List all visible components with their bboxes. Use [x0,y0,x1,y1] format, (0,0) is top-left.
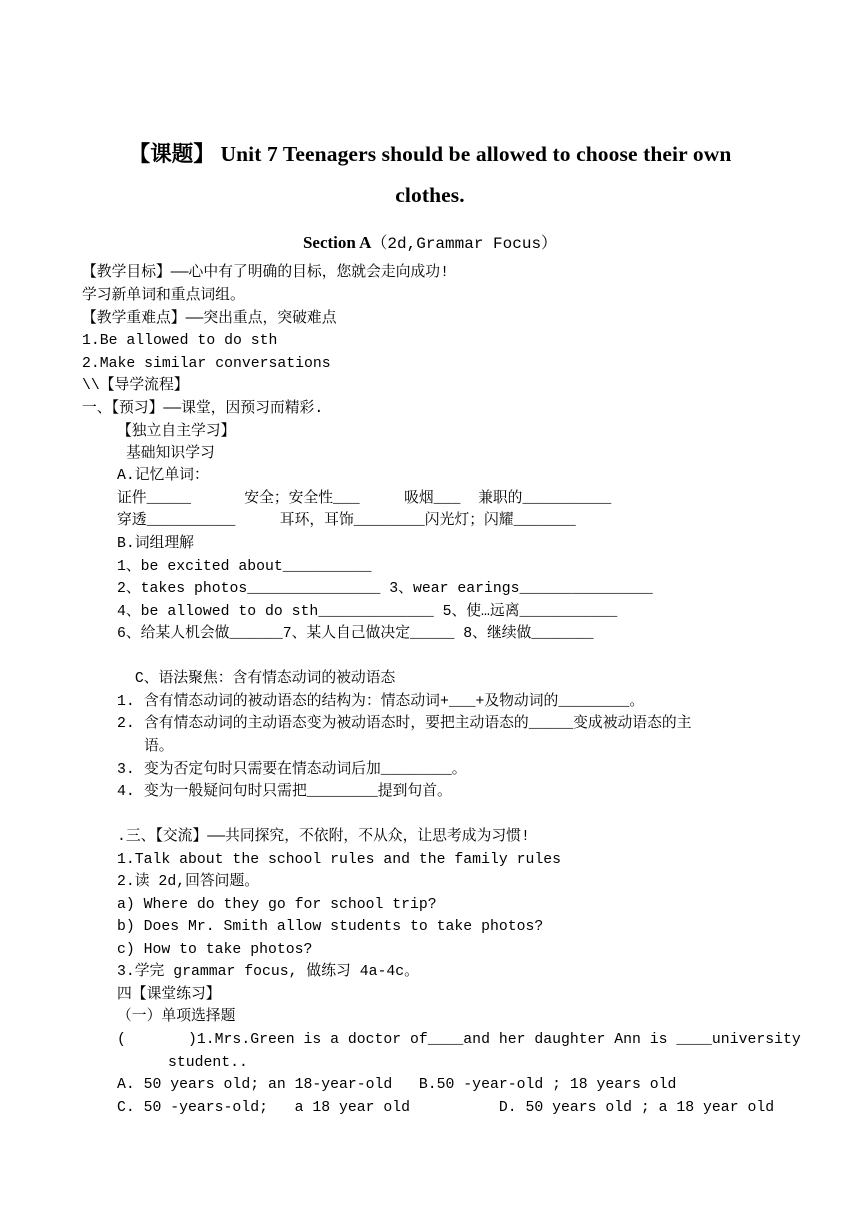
grammar-item-text: 含有情态动词的被动语态的结构为：情态动词+___+及物动词的________。 [144,694,645,710]
phrases-row: 2、takes photos_______________ 3、wear earings_______________ [117,581,653,597]
exchange-heading: .三、【交流】——共同探究，不依附，不从众，让思考成为习惯! [117,829,530,845]
key-points-heading: 【教学重难点】——突出重点，突破难点 [82,311,337,327]
lesson-title-line-2: clothes. [395,183,465,207]
grammar-item-number: 4. [117,784,135,800]
question-1: ( )1.Mrs.Green is a doctor of____and her daughter Ann is ____university [117,1032,801,1048]
exchange-item: a) Where do they go for school trip? [117,897,437,913]
grammar-item-text: 变为一般疑问句时只需把________提到句首。 [144,784,452,800]
vocab-heading: A.记忆单词： [117,468,209,484]
question-1-options: C. 50 -years-old; a 18 year old D. 50 years old ; a 18 year old [117,1100,775,1116]
basics-heading: 基础知识学习 [126,446,215,462]
exchange-item: 3.学完 grammar focus, 做练习 4a-4c。 [117,964,419,980]
exchange-item: c) How to take photos? [117,942,313,958]
grammar-item-number: 2. [117,716,135,732]
preview-heading: 一、【预习】——课堂，因预习而精彩. [82,401,324,417]
practice-sub-heading: （一）单项选择题 [117,1009,236,1025]
grammar-item-continuation: 语。 [144,739,174,755]
grammar-heading: C、语法聚焦：含有情态动词的被动语态 [126,671,396,687]
grammar-item-text: 含有情态动词的主动语态变为被动语态时，要把主动语态的_____变成被动语态的主 [144,716,692,732]
flow-heading: \\【导学流程】 [82,378,189,394]
phrases-row: 4、be allowed to do sth_____________ 5、使…远离___________ [117,604,618,620]
phrases-heading: B.词组理解 [117,536,194,552]
exchange-item: b) Does Mr. Smith allow students to take photos? [117,919,544,935]
question-1-options: A. 50 years old; an 18-year-old B.50 -year-old ; 18 years old [117,1077,677,1093]
phrases-row: 6、给某人机会做______7、某人自己做决定_____ 8、继续做_______ [117,626,594,642]
grammar-item-number: 3. [117,762,135,778]
exchange-item: 1.Talk about the school rules and the family rules [117,852,561,868]
grammar-item-number: 1. [117,694,135,710]
practice-heading: 四【课堂练习】 [117,987,221,1003]
grammar-item-text: 变为否定句时只需要在情态动词后加________。 [144,762,467,778]
question-1-continuation: student.. [168,1055,248,1071]
vocab-row: 穿透__________ 耳环，耳饰________闪光灯；闪耀_______ [117,513,576,529]
section-heading [0,230,860,253]
section-detail: （2d,Grammar Focus） [371,235,558,253]
lesson-title-line-1: 【课题】 Unit 7 Teenagers should be allowed to choose their own [128,142,732,166]
key-point-item: 1.Be allowed to do sth [82,333,278,349]
goals-heading: 【教学目标】——心中有了明确的目标，您就会走向成功! [82,265,449,281]
self-study-heading: 【独立自主学习】 [117,424,236,440]
goals-text: 学习新单词和重点词组。 [82,288,245,304]
key-point-item: 2.Make similar conversations [82,356,331,372]
section-label: Section A [302,233,372,252]
phrases-row: 1、be excited about__________ [117,559,372,575]
exchange-item: 2.读 2d,回答问题。 [117,874,260,890]
vocab-row: 证件_____ 安全；安全性___ 吸烟___ 兼职的__________ [117,491,612,507]
